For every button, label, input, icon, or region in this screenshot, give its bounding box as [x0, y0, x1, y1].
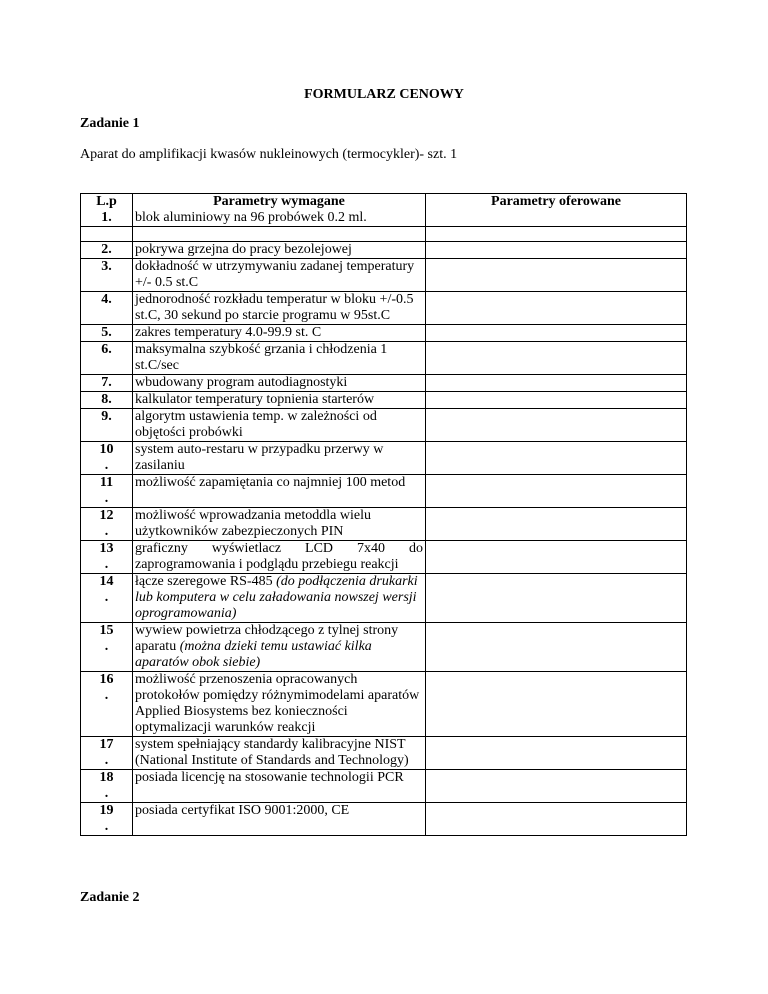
- row-number: 12 .: [81, 508, 133, 541]
- section1-description: Aparat do amplifikacji kwasów nukleinowych (termocykler)- szt. 1: [80, 147, 458, 162]
- table-row: [81, 442, 687, 475]
- required-parameter: możliwość przenoszenia opracowanych protokołów pomiędzy różnymimodelami aparatów Applied Biosystems bez konieczności optymalizacji warunków reakcji: [133, 672, 426, 737]
- table-row: [81, 409, 687, 442]
- table-row: [81, 342, 687, 375]
- row-number: 1.: [81, 210, 133, 227]
- table-row: [81, 475, 687, 508]
- required-parameter: posiada certyfikat ISO 9001:2000, CE: [133, 803, 426, 836]
- table-header-row: [81, 194, 687, 211]
- row-number: 8.: [81, 392, 133, 409]
- row-number: 11 .: [81, 475, 133, 508]
- offered-parameter-cell[interactable]: [426, 475, 687, 508]
- required-parameter: łącze szeregowe RS-485 (do podłączenia drukarki lub komputera w celu załadowania nowszej wersji oprogramowania): [133, 574, 426, 623]
- spacer-cell: [426, 227, 687, 242]
- table-row: [81, 541, 687, 574]
- row-number: 9.: [81, 409, 133, 442]
- required-parameter: możliwość zapamiętania co najmniej 100 metod: [133, 475, 426, 508]
- table-row: [81, 210, 687, 227]
- row-number: 3.: [81, 259, 133, 292]
- offered-parameter-cell[interactable]: [426, 770, 687, 803]
- row-number: 10 .: [81, 442, 133, 475]
- table-row: [81, 292, 687, 325]
- required-parameter: wywiew powietrza chłodzącego z tylnej strony aparatu (można dzieki temu ustawiać kilka aparatów obok siebie): [133, 623, 426, 672]
- row-number: 15 .: [81, 623, 133, 672]
- required-parameter: maksymalna szybkość grzania i chłodzenia 1 st.C/sec: [133, 342, 426, 375]
- required-parameter: możliwość wprowadzania metoddla wielu użytkowników zabezpieczonych PIN: [133, 508, 426, 541]
- required-parameter: posiada licencję na stosowanie technologii PCR: [133, 770, 426, 803]
- offered-parameter-cell[interactable]: [426, 292, 687, 325]
- row-number: 2.: [81, 242, 133, 259]
- required-parameter: pokrywa grzejna do pracy bezolejowej: [133, 242, 426, 259]
- required-parameter: blok aluminiowy na 96 probówek 0.2 ml.: [133, 210, 426, 227]
- table-row: [81, 672, 687, 737]
- offered-parameter-cell[interactable]: [426, 325, 687, 342]
- section1-heading: Zadanie 1: [80, 116, 140, 131]
- offered-parameter-cell[interactable]: [426, 803, 687, 836]
- offered-parameter-cell[interactable]: [426, 392, 687, 409]
- spacer-row: [81, 227, 687, 242]
- table-row: [81, 508, 687, 541]
- offered-parameter-cell[interactable]: [426, 242, 687, 259]
- header-required: Parametry wymagane: [133, 194, 426, 211]
- offered-parameter-cell[interactable]: [426, 541, 687, 574]
- table-row: [81, 803, 687, 836]
- table-row: [81, 325, 687, 342]
- row-number: 19 .: [81, 803, 133, 836]
- offered-parameter-cell[interactable]: [426, 737, 687, 770]
- header-lp: L.p: [81, 194, 133, 211]
- offered-parameter-cell[interactable]: [426, 672, 687, 737]
- row-number: 6.: [81, 342, 133, 375]
- required-parameter: wbudowany program autodiagnostyki: [133, 375, 426, 392]
- table-row: [81, 392, 687, 409]
- row-number: 7.: [81, 375, 133, 392]
- row-number: 4.: [81, 292, 133, 325]
- offered-parameter-cell[interactable]: [426, 508, 687, 541]
- offered-parameter-cell[interactable]: [426, 409, 687, 442]
- table-row: [81, 623, 687, 672]
- required-parameter: kalkulator temperatury topnienia starterów: [133, 392, 426, 409]
- table-row: [81, 574, 687, 623]
- required-parameter: system spełniający standardy kalibracyjne NIST (National Institute of Standards and Technology): [133, 737, 426, 770]
- required-parameter: dokładność w utrzymywaniu zadanej temperatury +/- 0.5 st.C: [133, 259, 426, 292]
- row-number: 16 .: [81, 672, 133, 737]
- offered-parameter-cell[interactable]: [426, 259, 687, 292]
- offered-parameter-cell[interactable]: [426, 574, 687, 623]
- row-number: 13 .: [81, 541, 133, 574]
- section2-heading: Zadanie 2: [80, 890, 140, 905]
- table-row: [81, 770, 687, 803]
- offered-parameter-cell[interactable]: [426, 342, 687, 375]
- row-number: 14 .: [81, 574, 133, 623]
- document-title: FORMULARZ CENOWY: [304, 87, 464, 102]
- table-row: [81, 242, 687, 259]
- row-number: 5.: [81, 325, 133, 342]
- spacer-cell: [81, 227, 133, 242]
- header-offered: Parametry oferowane: [426, 194, 687, 211]
- required-parameter: jednorodność rozkładu temperatur w bloku +/-0.5 st.C, 30 sekund po starcie programu w 95st.C: [133, 292, 426, 325]
- offered-parameter-cell[interactable]: [426, 210, 687, 227]
- row-number: 17 .: [81, 737, 133, 770]
- offered-parameter-cell[interactable]: [426, 623, 687, 672]
- required-parameter: graficzny wyświetlacz LCD 7x40 do zaprogramowania i podglądu przebiegu reakcji: [133, 541, 426, 574]
- row-number: 18 .: [81, 770, 133, 803]
- offered-parameter-cell[interactable]: [426, 442, 687, 475]
- specification-table: [80, 193, 687, 836]
- table-row: [81, 375, 687, 392]
- table-row: [81, 259, 687, 292]
- required-parameter: algorytm ustawienia temp. w zależności od objętości probówki: [133, 409, 426, 442]
- spacer-cell: [133, 227, 426, 242]
- required-parameter: system auto-restaru w przypadku przerwy w zasilaniu: [133, 442, 426, 475]
- required-parameter: zakres temperatury 4.0-99.9 st. C: [133, 325, 426, 342]
- offered-parameter-cell[interactable]: [426, 375, 687, 392]
- table-row: [81, 737, 687, 770]
